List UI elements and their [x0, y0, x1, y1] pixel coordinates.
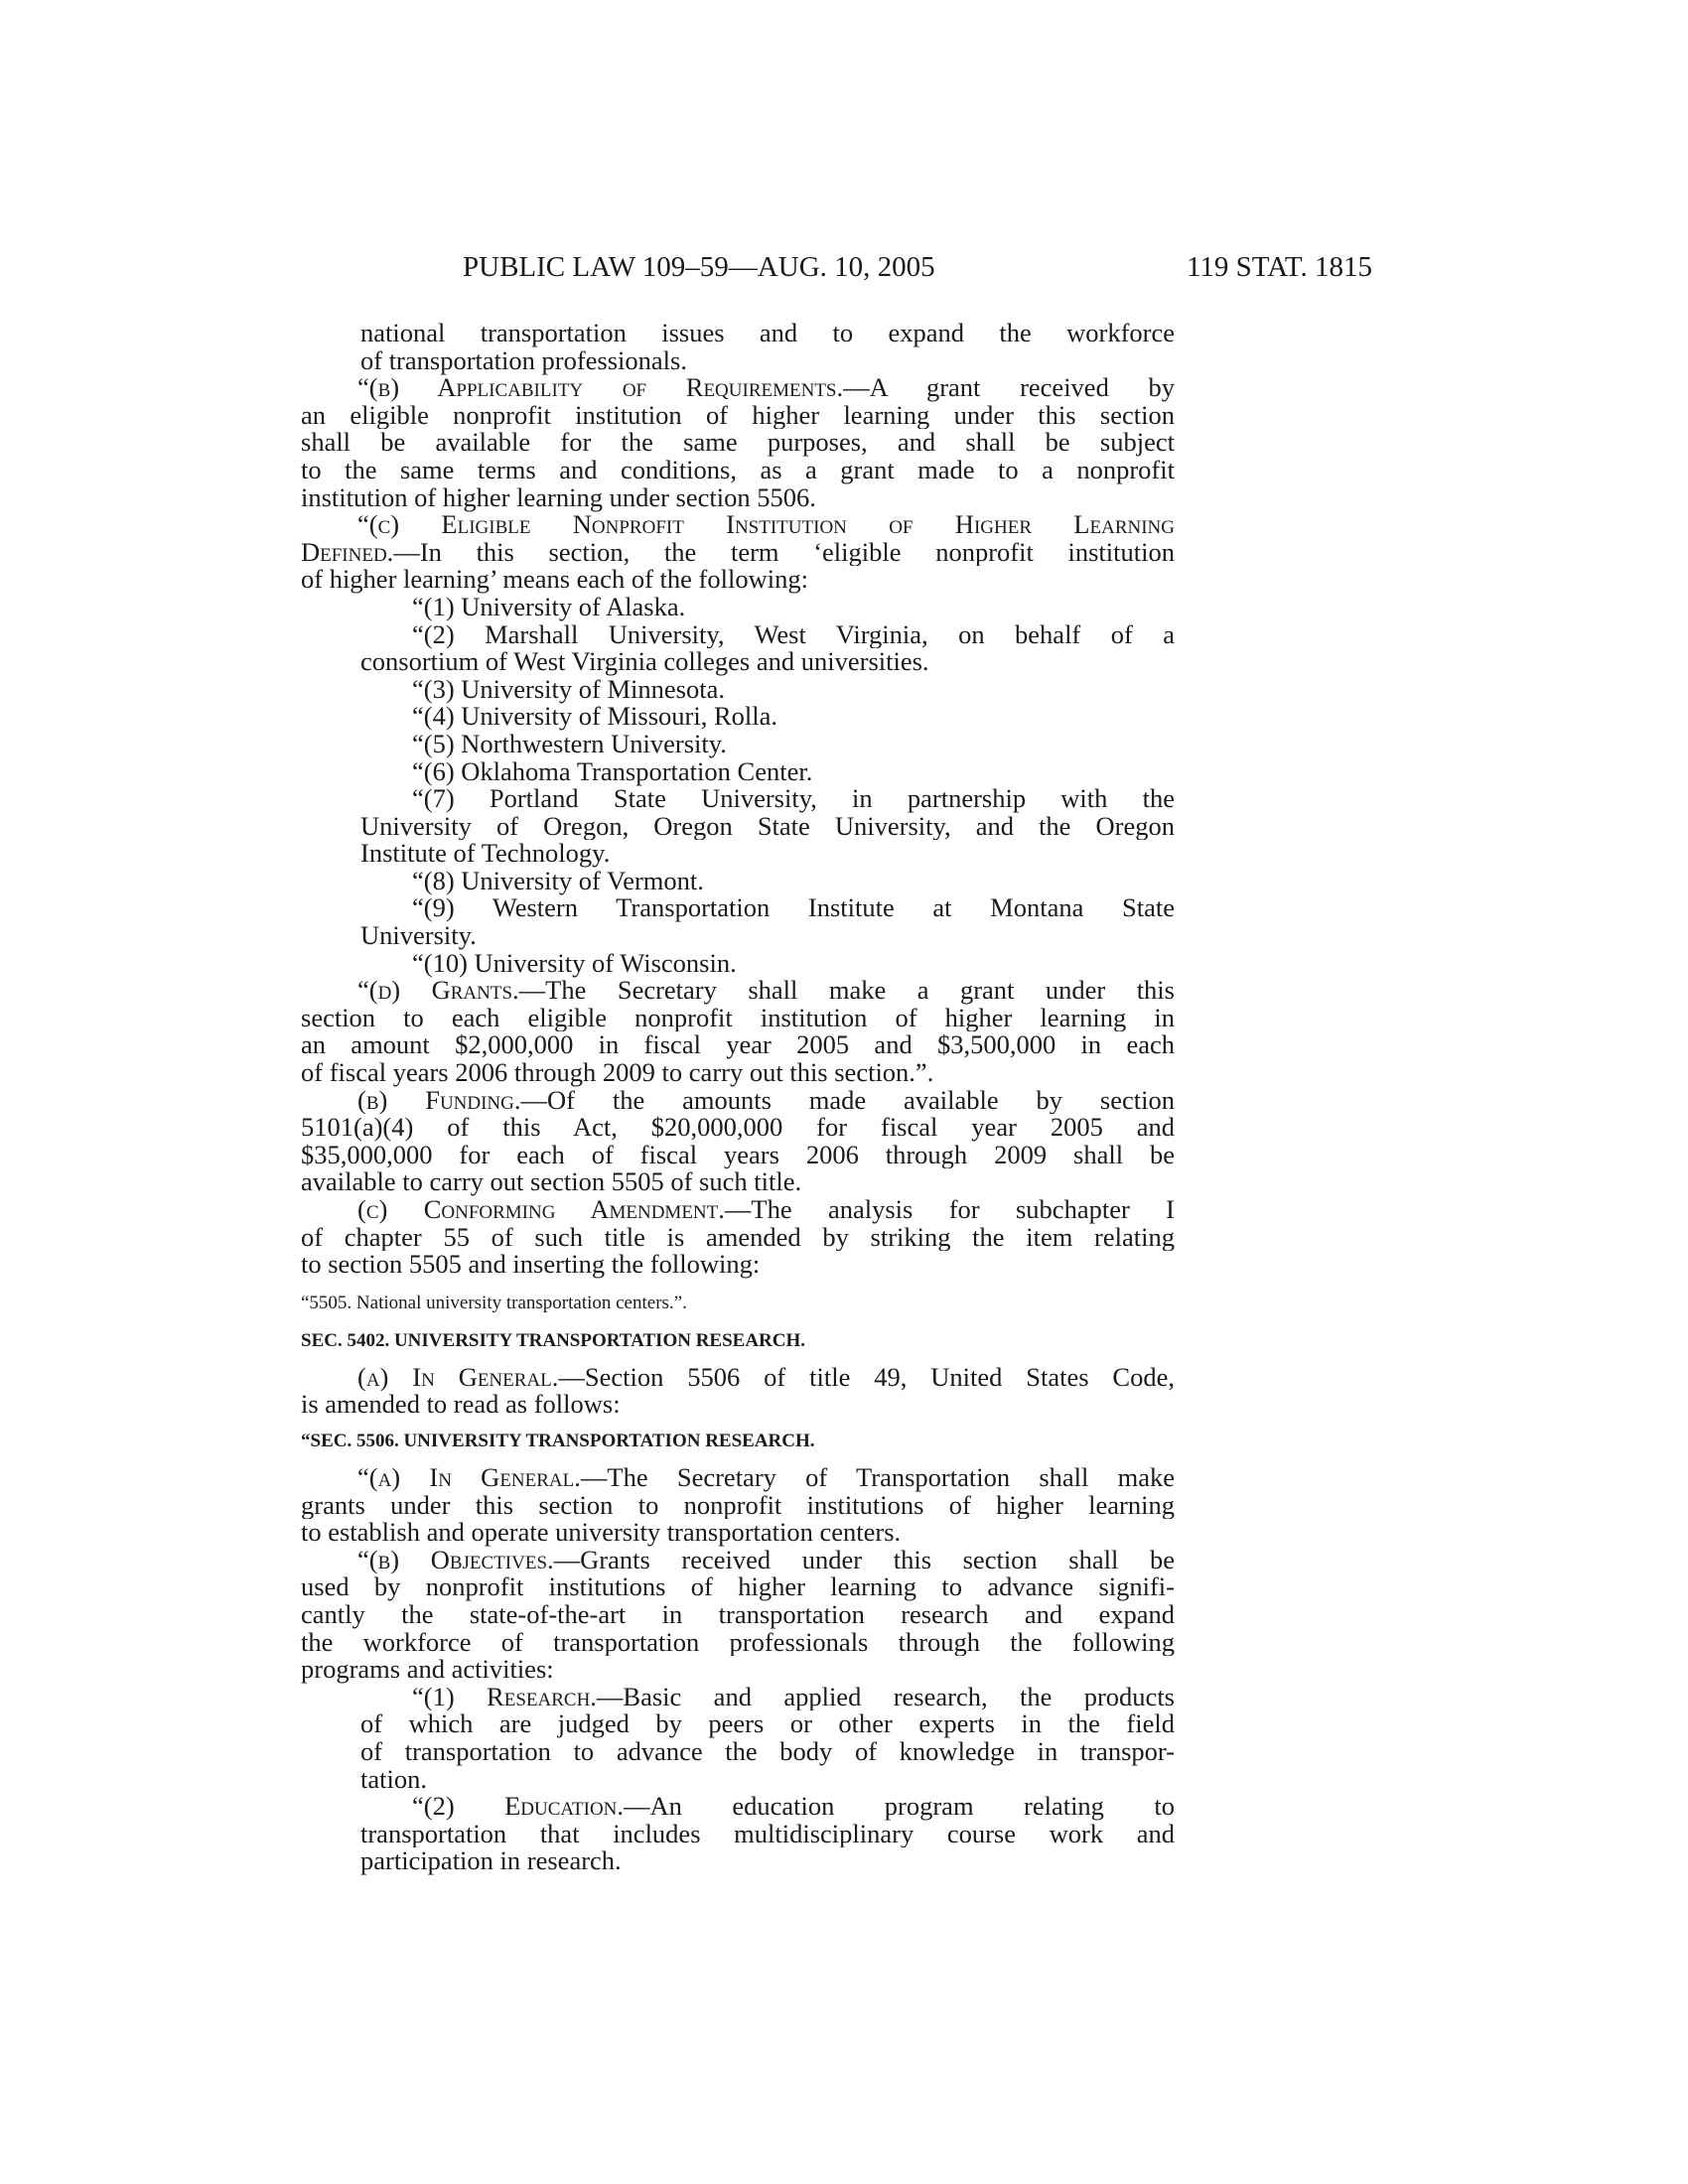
table-of-sections-item: “5505. National university transportation centers.”. — [301, 1292, 687, 1313]
list-item-continuation: Institute of Technology. — [360, 838, 611, 869]
list-item-continuation: University. — [360, 920, 477, 951]
list-item: “(7) Portland State University, in partnership with the — [412, 785, 1175, 813]
text-line: participation in research. — [360, 1845, 622, 1876]
page-folio: 119 STAT. 1815 — [1187, 251, 1372, 283]
subsection-heading: (a) In General. — [357, 1363, 559, 1392]
text-line: 5101(a)(4) of this Act, $20,000,000 for fiscal year 2005 and — [301, 1114, 1175, 1142]
text-line: of chapter 55 of such title is amended by striking the item relating — [301, 1223, 1175, 1252]
text-line: $35,000,000 for each of fiscal years 2006 through 2009 shall be — [301, 1141, 1175, 1169]
text-line: to establish and operate university transportation centers. — [301, 1517, 902, 1548]
text-line: shall be available for the same purposes, and shall be subject — [301, 429, 1175, 457]
list-item-continuation: consortium of West Virginia colleges and universities. — [360, 646, 929, 677]
list-item: “(3) University of Minnesota. — [412, 673, 725, 704]
text-run: —A grant received by — [843, 374, 1175, 402]
text-line: grants under this section to nonprofit institutions of higher learning — [301, 1491, 1175, 1520]
subsection-heading: “(d) Grants. — [357, 977, 519, 1005]
text-run: —The Secretary shall make a grant under this — [518, 977, 1175, 1005]
statute-text — [301, 320, 1175, 1875]
list-item: “(4) University of Missouri, Rolla. — [412, 701, 778, 732]
text-line: to the same terms and conditions, as a grant made to a nonprofit — [301, 456, 1175, 484]
list-item: “(2) Marshall University, West Virginia, on behalf of a — [412, 620, 1175, 649]
text-line: of which are judged by peers or other experts in the field — [360, 1710, 1175, 1738]
education-line — [301, 1793, 1175, 1821]
text-line: national transportation issues and to expand the workforce — [360, 320, 1175, 347]
subsection-c-line — [301, 539, 1175, 567]
subsection-heading: Defined. — [301, 538, 394, 567]
text-line: section to each eligible nonprofit institution of higher learning in — [301, 1004, 1175, 1032]
text-line: transportation that includes multidisciplinary course work and — [360, 1820, 1175, 1848]
text-run: —The analysis for subchapter I — [724, 1196, 1175, 1224]
text-line: of transportation to advance the body of knowledge in transpor- — [360, 1737, 1175, 1766]
text-line: of fiscal years 2006 through 2009 to carry out this section.”. — [301, 1057, 934, 1088]
subsection-heading: (b) Funding. — [357, 1086, 521, 1115]
conforming-amendment-line — [301, 1196, 1175, 1224]
list-item: “(1) University of Alaska. — [412, 591, 686, 621]
subsection-heading: “(b) Applicability of Requirements. — [357, 374, 844, 402]
text-run: —Of the amounts made available by section — [520, 1086, 1175, 1115]
text-run: —In this section, the term ‘eligible nonprofit institution — [393, 538, 1175, 567]
text-line: the workforce of transportation professionals through the following — [301, 1628, 1175, 1657]
subsection-a-line — [301, 1464, 1175, 1492]
text-line: to section 5505 and inserting the following: — [301, 1249, 761, 1280]
list-item-continuation: University of Oregon, Oregon State University, and the Oregon — [360, 812, 1175, 841]
text-line: available to carry out section 5505 of such title. — [301, 1166, 802, 1197]
running-head-title: PUBLIC LAW 109–59—AUG. 10, 2005 — [463, 251, 935, 283]
text-line: an eligible nonprofit institution of higher learning under this section — [301, 401, 1175, 430]
text-run: —Basic and applied research, the products — [596, 1683, 1175, 1711]
text-run: —An education program relating to — [624, 1793, 1175, 1821]
text-line: of transportation professionals. — [360, 344, 687, 375]
subsection-heading: “(a) In General. — [357, 1463, 581, 1492]
subsection-b-line — [301, 374, 1175, 402]
subsection-heading: (c) Conforming Amendment. — [357, 1196, 725, 1224]
list-item: “(8) University of Vermont. — [412, 865, 704, 895]
text-line: institution of higher learning under section 5506. — [301, 481, 816, 512]
text-line: cantly the state-of-the-art in transportation research and expand — [301, 1600, 1175, 1629]
list-item: “(9) Western Transportation Institute at Montana State — [412, 894, 1175, 923]
text-line: of higher learning’ means each of the following: — [301, 564, 808, 595]
text-line: is amended to read as follows: — [301, 1389, 621, 1420]
section-heading: “SEC. 5506. UNIVERSITY TRANSPORTATION RESEARCH. — [301, 1430, 815, 1451]
text-line: programs and activities: — [301, 1654, 554, 1685]
funding-line — [301, 1087, 1175, 1115]
list-item: “(5) Northwestern University. — [412, 728, 727, 758]
paragraph-heading: “(2) Education. — [412, 1793, 625, 1821]
paragraph-heading: “(1) Research. — [412, 1683, 597, 1711]
running-head — [298, 251, 1372, 291]
text-run: —The Secretary of Transportation shall make — [580, 1463, 1175, 1492]
list-item: “(6) Oklahoma Transportation Center. — [412, 755, 813, 786]
section-heading: SEC. 5402. UNIVERSITY TRANSPORTATION RESEARCH. — [301, 1329, 806, 1351]
list-item: “(10) University of Wisconsin. — [412, 947, 737, 978]
text-run: —Grants received under this section shall be — [553, 1546, 1175, 1574]
text-run: —Section 5506 of title 49, United States Code, — [558, 1363, 1175, 1392]
text-line: tation. — [360, 1763, 427, 1794]
in-general-line — [301, 1364, 1175, 1392]
objectives-line — [301, 1547, 1175, 1574]
subsection-d-line — [301, 977, 1175, 1005]
text-line: an amount $2,000,000 in fiscal year 2005 and $3,500,000 in each — [301, 1031, 1175, 1060]
subsection-heading: “(b) Objectives. — [357, 1546, 554, 1574]
text-line: used by nonprofit institutions of higher learning to advance signifi- — [301, 1573, 1175, 1601]
research-line — [301, 1684, 1175, 1711]
subsection-heading: “(c) Eligible Nonprofit Institution of Higher Learning — [357, 511, 1175, 539]
